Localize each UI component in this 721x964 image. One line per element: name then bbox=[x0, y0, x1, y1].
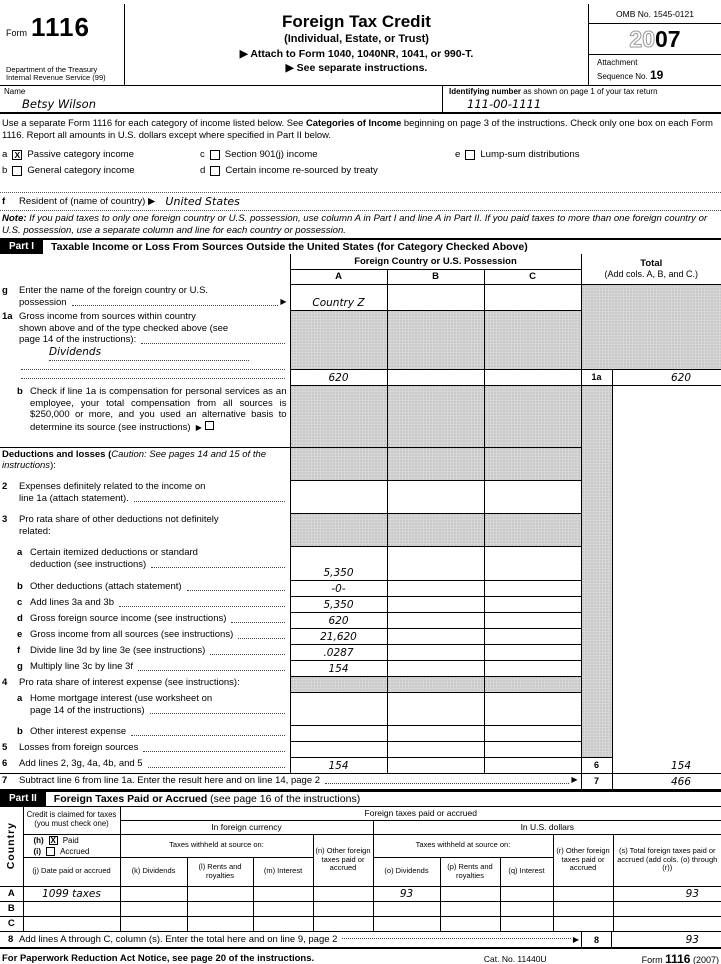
line-4b-label: b Other interest expense bbox=[0, 725, 290, 741]
col-l-header: (l) Rents and royalties bbox=[187, 857, 253, 886]
category-b-label: General category income bbox=[27, 165, 135, 176]
year-prefix: 20 bbox=[629, 26, 655, 52]
part1-bar bbox=[0, 238, 721, 254]
line-3c-label: c Add lines 3a and 3b bbox=[0, 596, 290, 612]
line-4b-col-a[interactable] bbox=[290, 725, 387, 741]
line-1a-label: 1a Gross income from sources within country shown above and of the type checked above (see page 14 of the instructions): Dividends bbox=[0, 310, 290, 385]
category-c-label: Section 901(j) income bbox=[224, 149, 318, 160]
line-1b-arrow: ▶ bbox=[195, 422, 202, 432]
line-3c-col-c[interactable] bbox=[484, 596, 581, 612]
line-3b-col-b[interactable] bbox=[387, 580, 484, 596]
checkbox-alt-basis[interactable] bbox=[205, 421, 214, 430]
col-s-header: (s) Total foreign taxes paid or accrued (add cols. (o) through (r)) bbox=[613, 834, 721, 886]
row-b-col-m[interactable] bbox=[253, 901, 313, 916]
col-q-header: (q) Interest bbox=[500, 857, 553, 886]
line-f-number: f bbox=[2, 196, 6, 207]
line-4a-label: a Home mortgage interest (use worksheet on page 14 of the instructions) bbox=[0, 692, 290, 725]
line-7-total[interactable]: 466 bbox=[612, 773, 721, 789]
line-8-arrow: ▶ bbox=[572, 934, 579, 944]
form-footer bbox=[0, 949, 721, 964]
part2-title: Foreign Taxes Paid or Accrued (see page 16 of the instructions) bbox=[53, 792, 361, 805]
col-o-header: (o) Dividends bbox=[373, 857, 440, 886]
part1-tag: Part I bbox=[0, 240, 43, 254]
line-7-box: 7 bbox=[581, 773, 612, 789]
checkbox-paid[interactable]: X bbox=[50, 835, 56, 845]
row-c-col-s[interactable] bbox=[613, 916, 721, 931]
form-header bbox=[0, 4, 721, 86]
resident-line bbox=[0, 192, 721, 211]
category-e: e Lump-sum distributions bbox=[455, 149, 580, 160]
line-5-label: 5 Losses from foreign sources bbox=[0, 741, 290, 757]
country-row-b bbox=[0, 901, 721, 916]
line-4a-col-c[interactable] bbox=[484, 692, 581, 725]
line-2-label: 2 Expenses definitely related to the income on line 1a (attach statement). bbox=[0, 480, 290, 513]
row-a-col-m[interactable] bbox=[253, 886, 313, 901]
part1-title: Taxable Income or Loss From Sources Outside the United States (for Category Checked Above) bbox=[51, 241, 528, 253]
checkbox-accrued[interactable] bbox=[46, 847, 55, 856]
name-field[interactable]: Betsy Wilson bbox=[22, 97, 97, 111]
form-number-line bbox=[6, 12, 120, 43]
line-6-total[interactable]: 154 bbox=[612, 757, 721, 773]
line-3b-label: b Other deductions (attach statement) bbox=[0, 580, 290, 596]
row-a-col-l[interactable] bbox=[187, 886, 253, 901]
line-6-col-b[interactable] bbox=[387, 757, 484, 773]
row-b-col-l[interactable] bbox=[187, 901, 253, 916]
withheld-us-header: Taxes withheld at source on: bbox=[373, 834, 553, 857]
omb-year-block bbox=[588, 4, 721, 85]
row-c-date-field[interactable] bbox=[23, 916, 120, 931]
line-3c-col-a[interactable]: 5,350 bbox=[290, 596, 387, 612]
part2-table bbox=[0, 806, 721, 932]
agency-line-1: Department of the Treasury bbox=[6, 64, 98, 74]
line-3g-col-c[interactable] bbox=[484, 660, 581, 676]
line-3a-col-c[interactable] bbox=[484, 546, 581, 580]
row-c-col-r[interactable] bbox=[553, 916, 613, 931]
row-a-letter: A bbox=[0, 886, 23, 901]
line-3e-label: e Gross income from all sources (see instructions) bbox=[0, 628, 290, 644]
line-4b-col-b[interactable] bbox=[387, 725, 484, 741]
line-3f-label: f Divide line 3d by line 3e (see instructions) bbox=[0, 644, 290, 660]
attachment-label: Attachment bbox=[597, 58, 638, 67]
catalog-number: Cat. No. 11440U bbox=[483, 953, 547, 964]
row-c-col-o[interactable] bbox=[373, 916, 440, 931]
row-c-col-m[interactable] bbox=[253, 916, 313, 931]
line-3g-label: g Multiply line 3c by line 3f bbox=[0, 660, 290, 676]
row-c-letter: C bbox=[0, 916, 23, 931]
credit-claimed-header: Credit is claimed for taxes (you must check one) bbox=[23, 806, 120, 834]
line-3d-col-b[interactable] bbox=[387, 612, 484, 628]
row-c-col-l[interactable] bbox=[187, 916, 253, 931]
category-a-label: Passive category income bbox=[27, 149, 134, 160]
line-1a-total[interactable]: 620 bbox=[612, 369, 721, 385]
category-d-label: Certain income re-sourced by treaty bbox=[225, 165, 378, 176]
country-row-c bbox=[0, 916, 721, 931]
line-1a-col-a[interactable]: 620 bbox=[290, 369, 387, 385]
paid-accrued-cell bbox=[23, 834, 120, 857]
form-word: Form bbox=[6, 28, 27, 38]
row-a-col-o[interactable]: 93 bbox=[373, 886, 440, 901]
sequence-number: 19 bbox=[649, 68, 664, 82]
line-7-arrow: ▶ bbox=[571, 774, 578, 784]
row-a-col-q[interactable] bbox=[500, 886, 553, 901]
identity-row bbox=[0, 86, 721, 114]
line-8-total[interactable]: 93 bbox=[685, 933, 699, 946]
line-2-col-b[interactable] bbox=[387, 480, 484, 513]
checkbox-resourced-treaty[interactable] bbox=[210, 166, 220, 176]
year-suffix: 07 bbox=[655, 26, 681, 52]
line-3a-col-a[interactable]: 5,350 bbox=[290, 546, 387, 580]
id-cell bbox=[443, 86, 721, 112]
line-6-box: 6 bbox=[581, 757, 612, 773]
col-c-header: C bbox=[484, 269, 581, 284]
line-4-label: 4 Pro rata share of interest expense (see instructions): bbox=[2, 677, 240, 688]
deductions-header: Deductions and losses (Caution: See pages 14 and 15 of the instructions): bbox=[0, 447, 290, 480]
note-paragraph: Note: If you paid taxes to only one foreign country or U.S. possession, use column A in Part I and line A in Part II. If you paid taxes to more than one foreign country or U.S. possession, use a separate column and line for each country or possession. bbox=[2, 213, 708, 237]
part1-table bbox=[0, 254, 721, 790]
row-a-col-p[interactable] bbox=[440, 886, 500, 901]
row-a-col-n[interactable] bbox=[313, 886, 373, 901]
line-1a-col-b[interactable] bbox=[387, 369, 484, 385]
income-type-field[interactable]: Dividends bbox=[49, 346, 249, 361]
total-col-header: Total (Add cols. A, B, and C.) bbox=[581, 254, 721, 284]
part2-tag: Part II bbox=[0, 792, 46, 806]
form-number-block bbox=[0, 4, 125, 85]
row-a-col-r[interactable] bbox=[553, 886, 613, 901]
line-3a-label: a Certain itemized deductions or standard deduction (see instructions) bbox=[0, 546, 290, 580]
col-group-header: Foreign Country or U.S. Possession bbox=[290, 254, 581, 269]
category-b: b General category income bbox=[2, 165, 135, 176]
row-b-letter: B bbox=[0, 901, 23, 916]
row-b-col-o[interactable] bbox=[373, 901, 440, 916]
footer-form-id: Form 1116 (2007) bbox=[641, 951, 719, 964]
line-6-col-c[interactable] bbox=[484, 757, 581, 773]
resident-label: Resident of (name of country) ▶ bbox=[19, 196, 156, 207]
line-5-col-a[interactable] bbox=[290, 741, 387, 757]
row-a-col-s[interactable]: 93 bbox=[613, 886, 721, 901]
paperwork-notice: For Paperwork Reduction Act Notice, see page 20 of the instructions. bbox=[2, 953, 315, 964]
category-a: a X Passive category income bbox=[2, 149, 134, 160]
part2-bar bbox=[0, 790, 721, 806]
accrued-option: (i) Accrued bbox=[33, 846, 90, 856]
id-label: Identifying number as shown on page 1 of your tax return bbox=[449, 87, 658, 96]
line-1a-col-c[interactable] bbox=[484, 369, 581, 385]
row-b-col-s[interactable] bbox=[613, 901, 721, 916]
paid-label: Paid bbox=[62, 835, 79, 845]
col-p-header: (p) Rents and royalties bbox=[440, 857, 500, 886]
shaded-numbox-strip bbox=[581, 385, 612, 757]
line-6-label: 6 Add lines 2, 3g, 4a, 4b, and 5 bbox=[0, 757, 290, 773]
us-dollars-header: In U.S. dollars bbox=[373, 820, 721, 834]
category-c: c Section 901(j) income bbox=[200, 149, 318, 160]
resident-country-field[interactable]: United States bbox=[165, 195, 240, 208]
line-3b-col-a[interactable]: -0- bbox=[290, 580, 387, 596]
line-8-label: 8 Add lines A through C, column (s). Enter the total here and on line 9, page 2 ▶ bbox=[8, 933, 579, 945]
country-c-field[interactable] bbox=[484, 284, 581, 310]
checkbox-general-income[interactable] bbox=[12, 166, 22, 176]
line-3g-col-a[interactable]: 154 bbox=[290, 660, 387, 676]
form-number: 1116 bbox=[31, 12, 90, 42]
tax-year bbox=[589, 24, 721, 55]
row-b-date-field[interactable] bbox=[23, 901, 120, 916]
checkbox-lump-sum[interactable] bbox=[465, 150, 475, 160]
line-1a-box: 1a bbox=[581, 369, 612, 385]
col-m-header: (m) Interest bbox=[253, 857, 313, 886]
row-c-col-q[interactable] bbox=[500, 916, 553, 931]
line-2-col-c[interactable] bbox=[484, 480, 581, 513]
line-5-col-c[interactable] bbox=[484, 741, 581, 757]
category-checkboxes bbox=[0, 146, 721, 180]
withheld-fc-header: Taxes withheld at source on: bbox=[120, 834, 313, 857]
line-3f-col-c[interactable] bbox=[484, 644, 581, 660]
form-title-block bbox=[125, 4, 588, 85]
country-column-header: Country bbox=[0, 806, 23, 886]
line-8-box: 8 bbox=[581, 932, 612, 947]
line-g-arrow: ▶ bbox=[280, 296, 287, 306]
agency-lines bbox=[6, 66, 120, 83]
line-3d-label: d Gross foreign source income (see instructions) bbox=[0, 612, 290, 628]
form-subtitle: (Individual, Estate, or Trust) bbox=[284, 33, 429, 45]
attachment-sequence bbox=[589, 55, 721, 83]
line-2-col-a[interactable] bbox=[290, 480, 387, 513]
omb-number: OMB No. 1545-0121 bbox=[589, 4, 721, 24]
line-3c-col-b[interactable] bbox=[387, 596, 484, 612]
row-b-col-r[interactable] bbox=[553, 901, 613, 916]
line-3e-col-c[interactable] bbox=[484, 628, 581, 644]
line-4a-col-a[interactable] bbox=[290, 692, 387, 725]
foreign-taxes-header: Foreign taxes paid or accrued bbox=[120, 806, 721, 820]
line-g-label: g Enter the name of the foreign country or U.S. possession ▶ bbox=[2, 285, 287, 308]
category-e-label: Lump-sum distributions bbox=[480, 149, 580, 160]
agency-line-2: Internal Revenue Service (99) bbox=[6, 73, 106, 83]
line-3a-col-b[interactable] bbox=[387, 546, 484, 580]
foreign-currency-header: In foreign currency bbox=[120, 820, 373, 834]
row-b-col-q[interactable] bbox=[500, 901, 553, 916]
line-3e-col-a[interactable]: 21,620 bbox=[290, 628, 387, 644]
sequence-line: Sequence No. 19 bbox=[597, 68, 664, 82]
line-5-col-b[interactable] bbox=[387, 741, 484, 757]
shaded-total-area bbox=[581, 284, 721, 369]
line-3e-col-b[interactable] bbox=[387, 628, 484, 644]
line-3d-col-a[interactable]: 620 bbox=[290, 612, 387, 628]
col-n-header: (n) Other foreign taxes paid or accrued bbox=[313, 834, 373, 886]
line-4b-col-c[interactable] bbox=[484, 725, 581, 741]
row-c-col-p[interactable] bbox=[440, 916, 500, 931]
row-c-col-n[interactable] bbox=[313, 916, 373, 931]
line-3g-col-b[interactable] bbox=[387, 660, 484, 676]
id-field[interactable]: 111-00-1111 bbox=[467, 97, 542, 111]
row-b-col-p[interactable] bbox=[440, 901, 500, 916]
col-r-header: (r) Other foreign taxes paid or accrued bbox=[553, 834, 613, 886]
col-j-header: (j) Date paid or accrued bbox=[23, 857, 120, 886]
col-b-header: B bbox=[387, 269, 484, 284]
line-3f-col-b[interactable] bbox=[387, 644, 484, 660]
col-k-header: (k) Dividends bbox=[120, 857, 187, 886]
row-b-col-k[interactable] bbox=[120, 901, 187, 916]
form-title: Foreign Tax Credit bbox=[282, 12, 431, 31]
line-3b-col-c[interactable] bbox=[484, 580, 581, 596]
line-8-row bbox=[0, 932, 721, 949]
line-4a-col-b[interactable] bbox=[387, 692, 484, 725]
category-d: d Certain income re-sourced by treaty bbox=[200, 165, 378, 176]
accrued-label: Accrued bbox=[60, 846, 90, 856]
row-c-col-k[interactable] bbox=[120, 916, 187, 931]
see-instructions: ▶ See separate instructions. bbox=[285, 62, 428, 74]
country-a-field[interactable]: Country Z bbox=[290, 284, 387, 310]
line-3-label: 3 Pro rata share of other deductions not definitely related: bbox=[2, 514, 219, 537]
line-3f-col-a[interactable]: .0287 bbox=[290, 644, 387, 660]
line-7-label: 7 Subtract line 6 from line 1a. Enter the result here and on line 14, page 2 ▶ bbox=[0, 773, 581, 789]
col-a-header: A bbox=[290, 269, 387, 284]
attach-instruction: ▶ Attach to Form 1040, 1040NR, 1041, or 990-T. bbox=[239, 48, 474, 60]
row-b-col-n[interactable] bbox=[313, 901, 373, 916]
row-a-col-k[interactable] bbox=[120, 886, 187, 901]
name-label: Name bbox=[4, 87, 26, 96]
country-b-field[interactable] bbox=[387, 284, 484, 310]
checkbox-section-901j[interactable] bbox=[210, 150, 220, 160]
paid-option: (h) X Paid bbox=[33, 835, 79, 845]
line-3d-col-c[interactable] bbox=[484, 612, 581, 628]
row-a-date-field[interactable]: 1099 taxes bbox=[23, 886, 120, 901]
country-row-a bbox=[0, 886, 721, 901]
name-cell bbox=[0, 86, 443, 112]
categories-of-income-ref: Categories of Income bbox=[305, 117, 402, 128]
checkbox-passive-income[interactable]: X bbox=[12, 150, 22, 160]
line-1b-label: b Check if line 1a is compensation for personal services as an employee, your total compensation from all sources is $250,000 or more, and you used an alternative basis to determine its source (see instructions) ▶ bbox=[17, 386, 287, 433]
intro-paragraph: Use a separate Form 1116 for each category of income listed below. See Categories of Income beginning on page 3 of the instructions. Check only one box on each Form 1116. Report all amounts in U.S. dollars except where specified in Part II below. bbox=[2, 117, 713, 141]
line-6-col-a[interactable]: 154 bbox=[290, 757, 387, 773]
total-blank-area bbox=[612, 385, 721, 757]
